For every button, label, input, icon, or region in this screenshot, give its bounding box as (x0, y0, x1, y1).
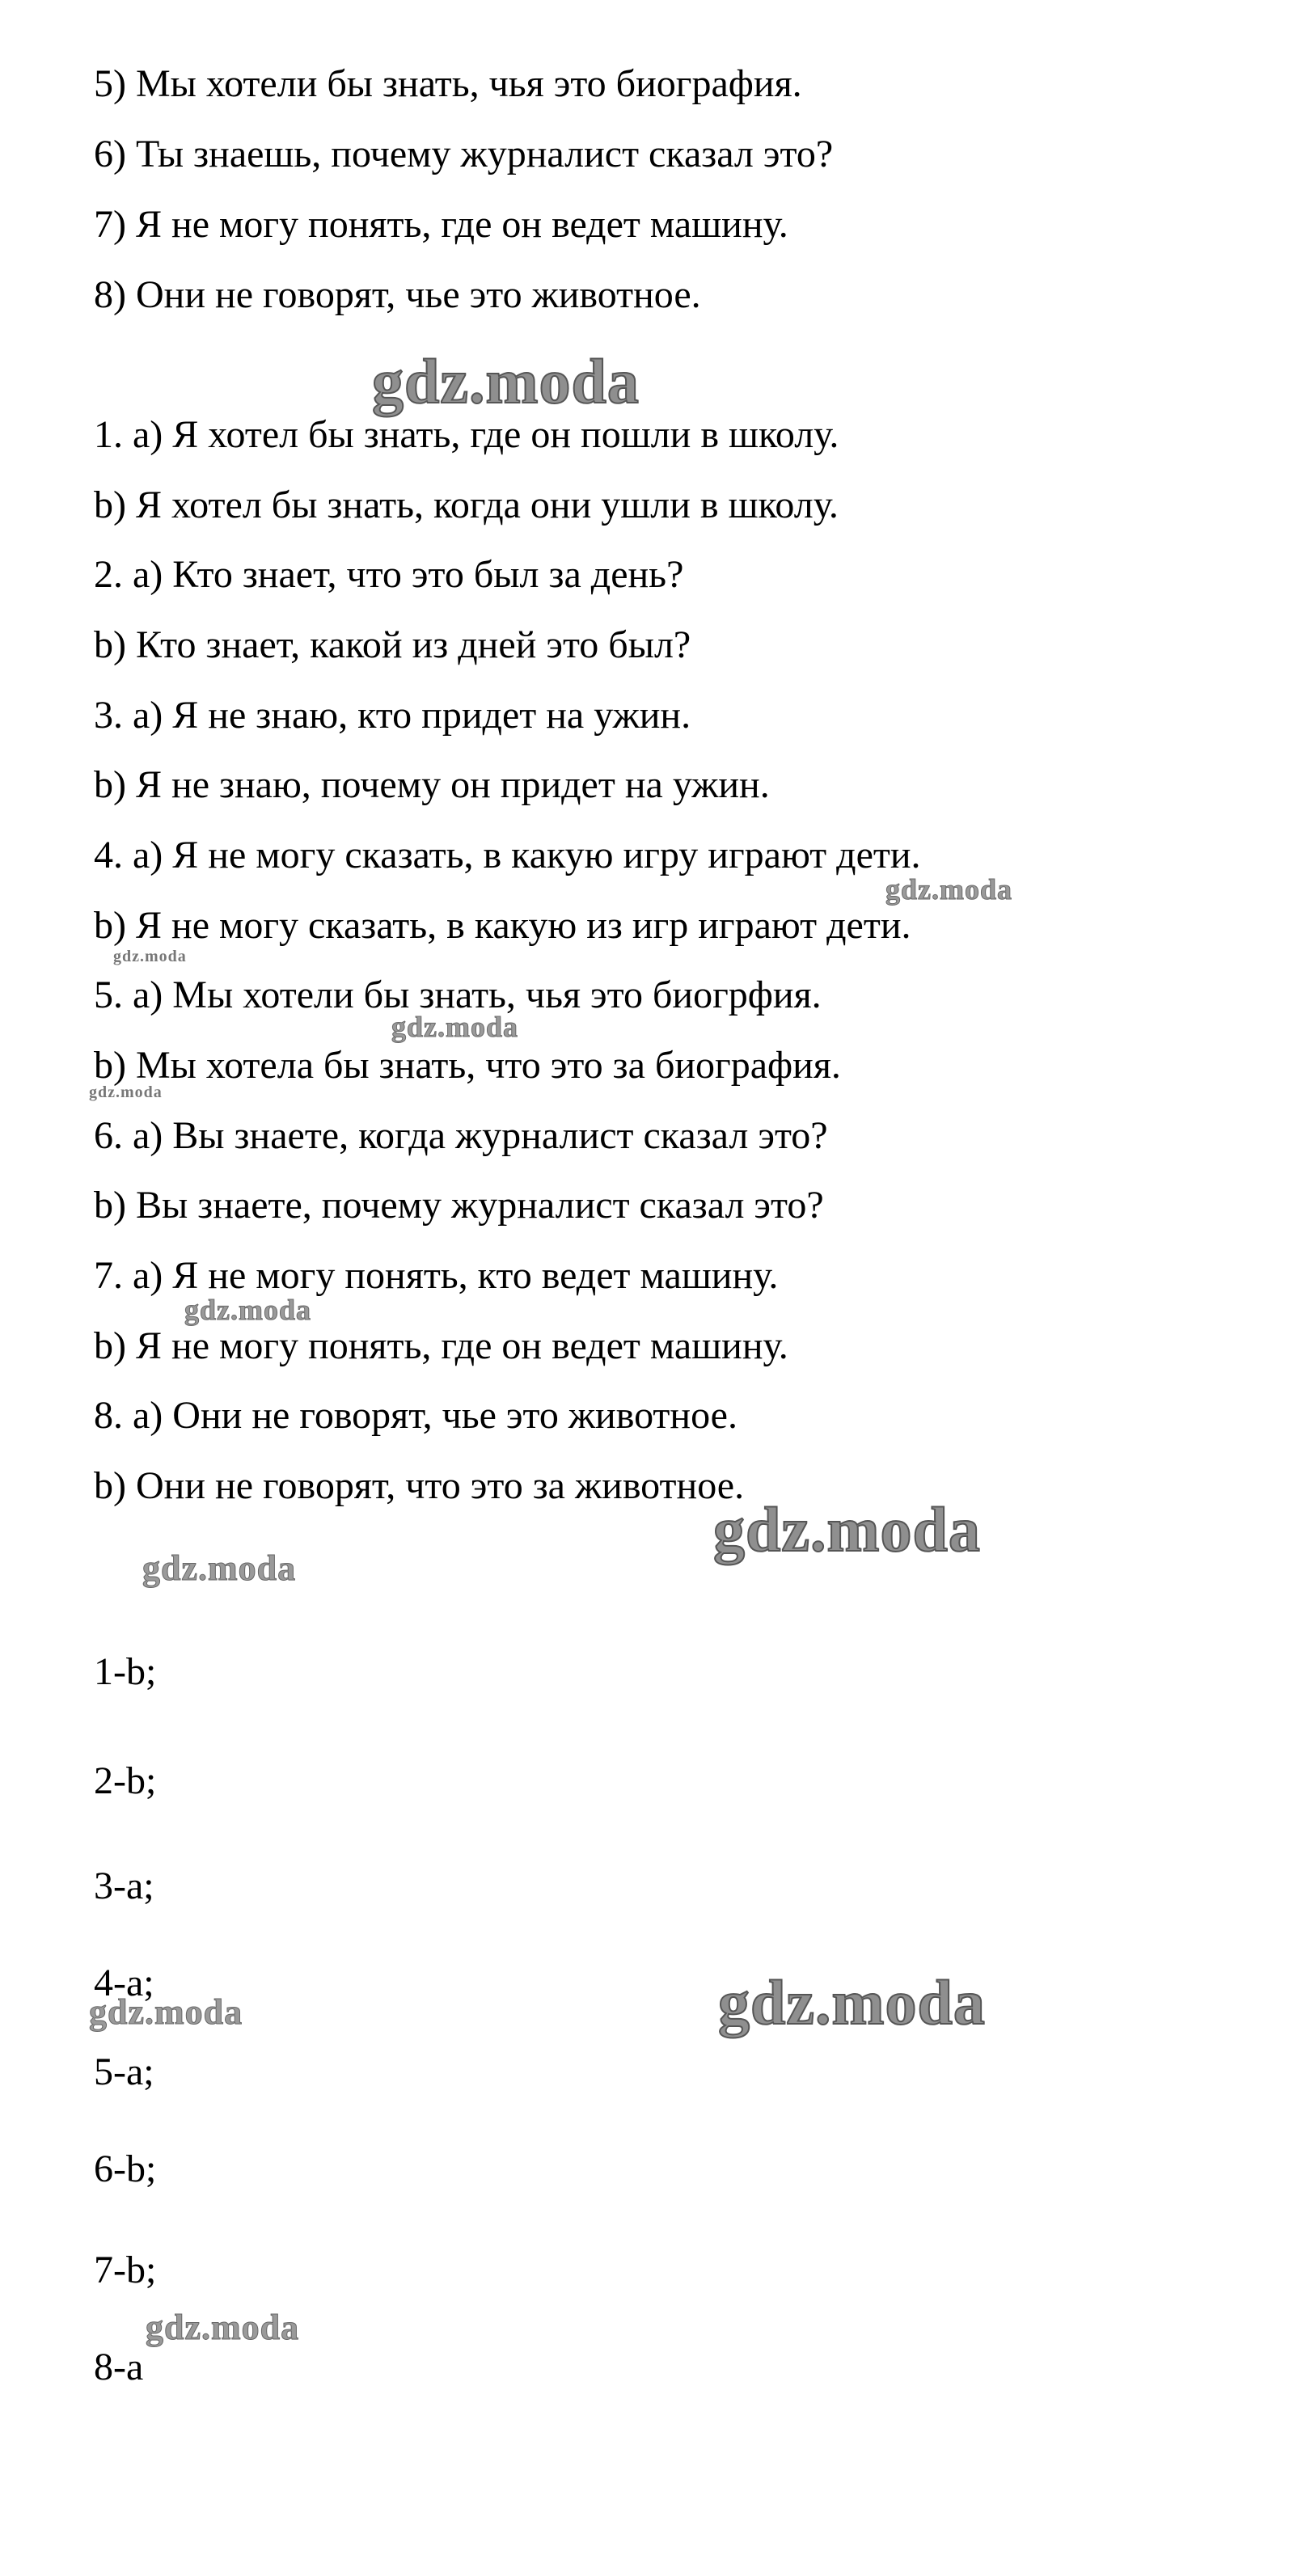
pair-line: b) Вы знаете, почему журналист сказал это? (94, 1184, 824, 1227)
answer-line: 7-b; (94, 2249, 157, 2291)
pair-line: 4. а) Я не могу сказать, в какую игру играют дети. (94, 834, 921, 876)
sentence-line: 6) Ты знаешь, почему журналист сказал это? (94, 133, 834, 175)
pair-line: b) Я не могу понять, где он ведет машину. (94, 1324, 788, 1367)
watermark: gdz.moda (89, 1083, 163, 1101)
watermark: gdz.moda (142, 1548, 297, 1588)
pair-line: 1. а) Я хотел бы знать, где он пошли в школу. (94, 413, 839, 456)
pair-line: b) Я не могу сказать, в какую из игр играют дети. (94, 904, 911, 947)
pair-line: b) Я хотел бы знать, когда они ушли в школу. (94, 484, 839, 526)
answer-line: 3-а; (94, 1864, 154, 1907)
sentence-line: 8) Они не говорят, чье это животное. (94, 273, 701, 316)
watermark: gdz.moda (184, 1294, 312, 1326)
pair-line: 6. а) Вы знаете, когда журналист сказал это? (94, 1114, 828, 1157)
answer-line: 8-а (94, 2346, 144, 2388)
pair-line: b) Мы хотела бы знать, что это за биография. (94, 1044, 841, 1087)
answer-line: 4-а; (94, 1962, 154, 2004)
answer-line: 6-b; (94, 2147, 157, 2190)
answer-line: 2-b; (94, 1759, 157, 1802)
pair-line: b) Они не говорят, что это за животное. (94, 1464, 745, 1507)
watermark: gdz.moda (885, 873, 1013, 906)
watermark: gdz.moda (146, 2308, 300, 2347)
watermark: gdz.moda (718, 1967, 986, 2038)
pair-line: 2. а) Кто знает, что это был за день? (94, 553, 684, 596)
answer-line: 1-b; (94, 1650, 157, 1693)
sentence-line: 7) Я не могу понять, где он ведет машину. (94, 203, 788, 246)
pair-line: 3. а) Я не знаю, кто придет на ужин. (94, 694, 691, 737)
watermark: gdz.moda (713, 1494, 981, 1565)
watermark: gdz.moda (391, 1011, 519, 1043)
pair-line: 7. а) Я не могу понять, кто ведет машину. (94, 1254, 779, 1297)
pair-line: b) Я не знаю, почему он придет на ужин. (94, 763, 770, 806)
watermark: gdz.moda (372, 346, 640, 416)
sentence-line: 5) Мы хотели бы знать, чья это биография. (94, 62, 802, 105)
watermark: gdz.moda (113, 948, 187, 965)
pair-line: b) Кто знает, какой из дней это был? (94, 623, 691, 666)
watermark: gdz.moda (89, 1992, 243, 2032)
answer-line: 5-а; (94, 2050, 154, 2093)
pair-line: 8. а) Они не говорят, чье это животное. (94, 1394, 737, 1437)
pair-line: 5. а) Мы хотели бы знать, чья это биогрфия. (94, 973, 822, 1016)
